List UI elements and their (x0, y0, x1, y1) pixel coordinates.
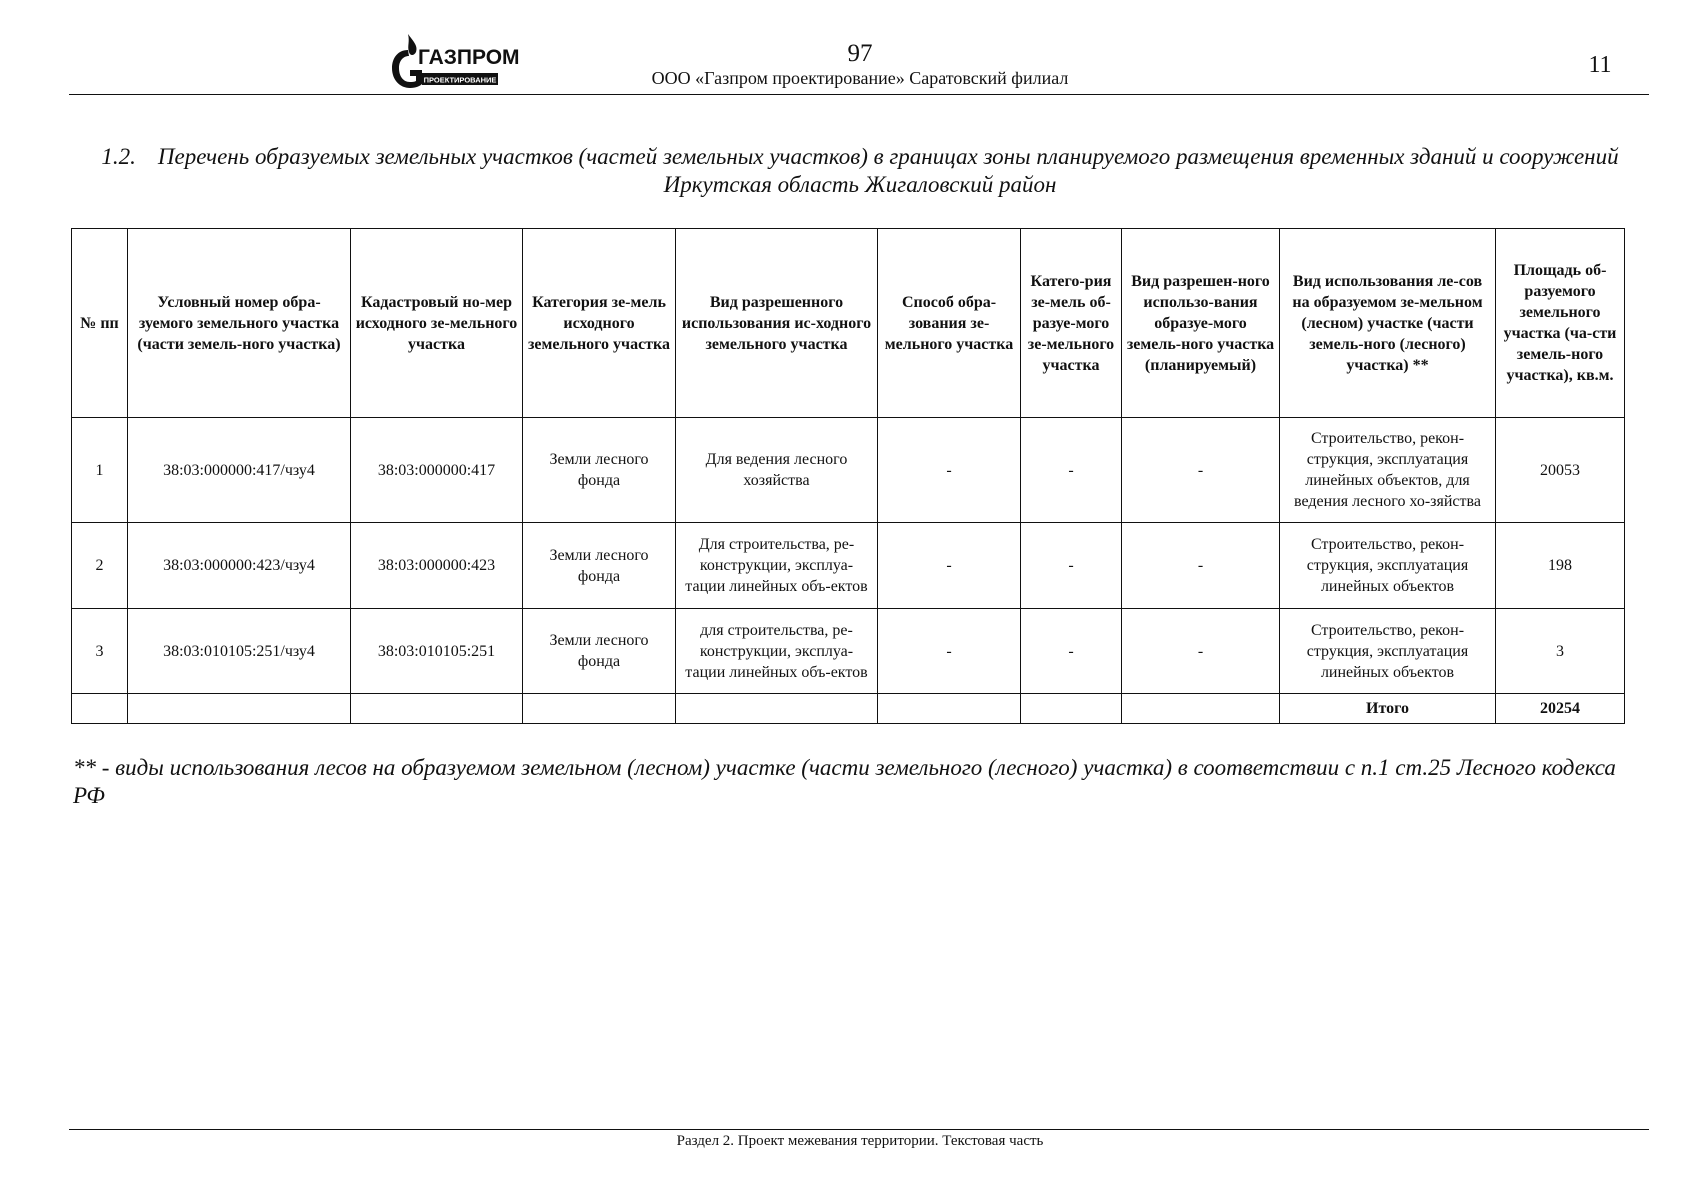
column-header: Способ обра-зования зе-мельного участка (878, 229, 1021, 418)
table-cell: - (1122, 609, 1280, 694)
empty-cell (878, 694, 1021, 724)
table-cell: 1 (72, 418, 128, 523)
table-cell: Строительство, рекон-струкция, эксплуатация линейных объектов (1280, 523, 1496, 609)
table-cell: - (878, 523, 1021, 609)
table-cell: Земли лесного фонда (523, 609, 676, 694)
table-cell: 3 (1496, 609, 1625, 694)
column-header: Вид разрешен-ного использо-вания образуе-мого земель-ного участка (планируемый) (1122, 229, 1280, 418)
logo-name: ГАЗПРОМ (418, 46, 520, 69)
land-plots-table (71, 228, 1625, 724)
table-cell: 38:03:010105:251/чзу4 (128, 609, 351, 694)
table-row (72, 609, 1625, 694)
table-cell: - (1021, 523, 1122, 609)
empty-cell (676, 694, 878, 724)
table-cell: 198 (1496, 523, 1625, 609)
table-cell: Строительство, рекон-струкция, эксплуатация линейных объектов, для ведения лесного хо-зяйства (1280, 418, 1496, 523)
total-value: 20254 (1496, 694, 1625, 724)
table-cell: - (878, 609, 1021, 694)
table-cell: 38:03:000000:417/чзу4 (128, 418, 351, 523)
table-header-row (72, 229, 1625, 418)
empty-cell (1122, 694, 1280, 724)
empty-cell (523, 694, 676, 724)
footer-rule (69, 1129, 1649, 1130)
table-cell: 3 (72, 609, 128, 694)
empty-cell (72, 694, 128, 724)
empty-cell (1021, 694, 1122, 724)
table-cell: 38:03:000000:417 (351, 418, 523, 523)
table-cell: 38:03:000000:423/чзу4 (128, 523, 351, 609)
sheet-number: 11 (1588, 52, 1612, 78)
table-cell: для строительства, ре-конструкции, эксплуа-тации линейных объ-ектов (676, 609, 878, 694)
column-header: Катего-рия зе-мель об-разуе-мого зе-мельного участка (1021, 229, 1122, 418)
table-cell: Земли лесного фонда (523, 523, 676, 609)
footnote: ** - виды использования лесов на образуемом земельном (лесном) участке (части земельного (лесного) участка) в соответствии с п.1 ст.25 Лесного кодекса РФ (73, 755, 1616, 808)
table-cell: Для ведения лесного хозяйства (676, 418, 878, 523)
total-row (72, 694, 1625, 724)
section-heading (75, 143, 1645, 199)
table-cell: - (1021, 418, 1122, 523)
logo-tagline: ПРОЕКТИРОВАНИЕ (423, 75, 497, 85)
section-title: Перечень образуемых земельных участков (частей земельных участков) в границах зоны планируемого размещения временных зданий и сооружений Иркутская область Жигаловский район (157, 144, 1619, 197)
table-cell: 20053 (1496, 418, 1625, 523)
total-label: Итого (1280, 694, 1496, 724)
table-cell: Для строительства, ре-конструкции, эксплуа-тации линейных объ-ектов (676, 523, 878, 609)
table-cell: 38:03:010105:251 (351, 609, 523, 694)
table-cell: Земли лесного фонда (523, 418, 676, 523)
empty-cell (128, 694, 351, 724)
table-cell: - (1122, 418, 1280, 523)
column-header: Условный номер обра-зуемого земельного участка (части земель-ного участка) (128, 229, 351, 418)
column-header: Вид использования ле-сов на образуемом зе-мельном (лесном) участке (части земель-ного (лесного) участка) ** (1280, 229, 1496, 418)
column-header: Площадь об-разуемого земельного участка (ча-сти земель-ного участка), кв.м. (1496, 229, 1625, 418)
table-cell: 2 (72, 523, 128, 609)
table-row (72, 523, 1625, 609)
table-cell: - (1021, 609, 1122, 694)
gazprom-logo (388, 32, 520, 90)
header-rule (69, 94, 1649, 95)
table-cell: - (878, 418, 1021, 523)
footer-text: Раздел 2. Проект межевания территории. Текстовая часть (676, 1133, 1044, 1149)
page-number: 97 (847, 40, 873, 67)
company-name: ООО «Газпром проектирование» Саратовский филиал (651, 68, 1069, 88)
gazprom-flame-icon (408, 34, 417, 55)
empty-cell (351, 694, 523, 724)
column-header: № пп (72, 229, 128, 418)
column-header: Кадастровый но-мер исходного зе-мельного участка (351, 229, 523, 418)
section-number: 1.2. (101, 144, 136, 169)
table-row (72, 418, 1625, 523)
table-cell: - (1122, 523, 1280, 609)
table-cell: Строительство, рекон-струкция, эксплуатация линейных объектов (1280, 609, 1496, 694)
column-header: Категория зе-мель исходного земельного участка (523, 229, 676, 418)
column-header: Вид разрешенного использования ис-ходного земельного участка (676, 229, 878, 418)
table-cell: 38:03:000000:423 (351, 523, 523, 609)
